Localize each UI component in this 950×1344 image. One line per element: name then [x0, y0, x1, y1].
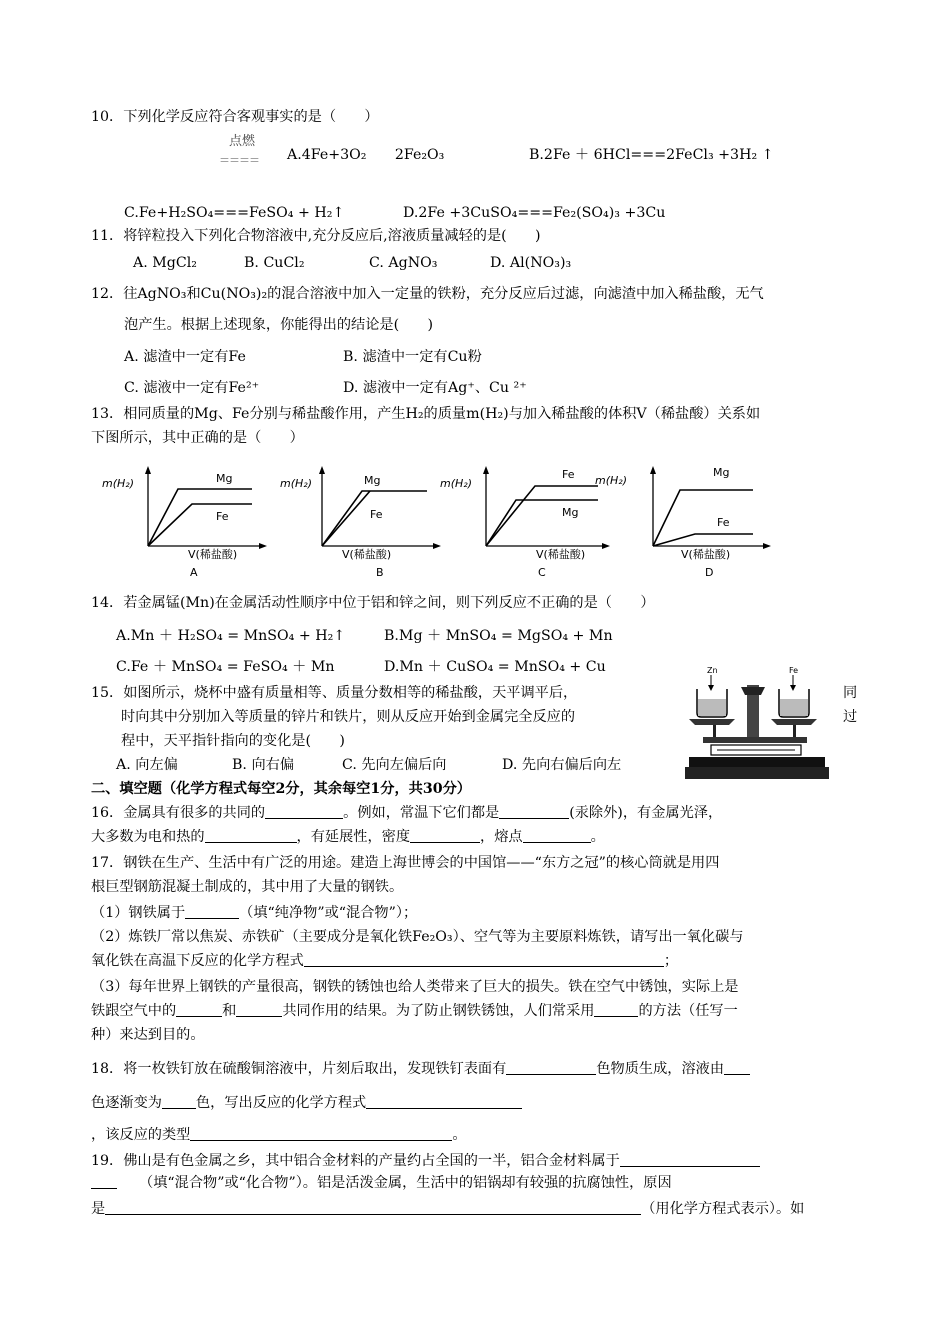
q16-text-2: 。例如，常温下它们都是 — [343, 805, 500, 821]
q15-stem-line3: 程中，天平指针指向的变化是( ) — [121, 733, 345, 749]
q16-blank-5[interactable] — [523, 828, 591, 843]
q15-option-d: D. 先向右偏后向左 — [502, 757, 622, 773]
q13-stem-line1: 13．相同质量的Mg、Fe分别与稀盐酸作用，产生H₂的质量m(H₂)与加入稀盐酸的体积V（稀盐酸）关系如 — [91, 406, 761, 422]
q16-text-6: ，熔点 — [480, 829, 523, 845]
q17-line2: 根巨型钢筋混凝土制成的，其中用了大量的钢铁。 — [91, 879, 404, 895]
q10-option-a: A.4Fe+3O₂ 2Fe₂O₃ — [287, 147, 445, 163]
q18-line3 — [91, 1125, 467, 1145]
q19-text-3: 是 — [91, 1201, 106, 1217]
q17-part1-hint: （填“纯净物”或“混合物”）； — [239, 905, 418, 921]
q18-text-3: 色逐渐变为 — [91, 1095, 162, 1111]
q12-stem-line1: 12．往AgNO₃和Cu(NO₃)₂的混合溶液中加入一定量的铁粉，充分反应后过滤，向滤渣中加入稀盐酸，无气 — [91, 286, 764, 302]
graph-a — [100, 462, 270, 582]
graph-d-y-label: m(H₂) — [595, 474, 627, 487]
q14-option-b: B.Mg ＋ MnSO₄ = MgSO₄ + Mn — [384, 628, 613, 644]
q17-part2: （2）炼铁厂常以焦炭、赤铁矿（主要成分是氧化铁Fe₂O₃）、空气等为主要原料炼铁，请写出一氧化碳与 — [91, 929, 744, 945]
q14-option-d: D.Mn ＋ CuSO₄ = MnSO₄ + Cu — [384, 659, 606, 675]
q16-text-5: ，有延展性，密度 — [296, 829, 411, 845]
section-2-heading: 二、填空题（化学方程式每空2分，其余每空1分，共30分） — [91, 781, 471, 797]
q16-text-3: (汞除外)，有金属光泽， — [569, 805, 723, 821]
graph-c-letter: C — [538, 566, 546, 579]
q13-stem-line2: 下图所示，其中正确的是（ ） — [91, 430, 304, 446]
q18-text-4: 色，写出反应的化学方程式 — [195, 1095, 367, 1111]
graph-c-top-label: Fe — [562, 468, 575, 481]
q15-option-b: B. 向右偏 — [232, 757, 295, 773]
q12-stem-line2: 泡产生。根据上述现象，你能得出的结论是( ) — [124, 317, 434, 333]
q17-blank-4[interactable] — [594, 1002, 638, 1017]
q15-stem-line2: 时向其中分别加入等质量的锌片和铁片，则从反应开始到金属完全反应的 — [121, 709, 576, 725]
q12-option-c: C. 滤液中一定有Fe²⁺ — [124, 380, 260, 396]
q19-line3 — [91, 1199, 804, 1219]
q15-option-c: C. 先向左偏后向 — [342, 757, 447, 773]
q17-blank-3[interactable] — [236, 1002, 282, 1017]
q15-stem-line1-end: 同 — [843, 685, 858, 701]
q19-blank-1[interactable] — [620, 1152, 760, 1167]
iron-label: Fe — [789, 666, 799, 675]
graph-c — [438, 462, 618, 582]
q17-part3-text3: 共同作用的结果。为了防止钢铁锈蚀，人们常采用 — [282, 1003, 595, 1019]
q12-option-a: A. 滤渣中一定有Fe — [124, 349, 246, 365]
q14-option-c: C.Fe ＋ MnSO₄ = FeSO₄ ＋ Mn — [116, 659, 335, 675]
q10-option-d: D.2Fe +3CuSO₄===Fe₂(SO₄)₃ +3Cu — [403, 205, 666, 221]
q10-equals-sign: ＝＝＝＝ — [219, 154, 259, 167]
q10-stem: 10．下列化学反应符合客观事实的是（ ） — [91, 109, 379, 125]
q15-stem-line1: 15．如图所示，烧杯中盛有质量相等、质量分数相等的稀盐酸，天平调平后， — [91, 685, 578, 701]
graph-b-x-label: V(稀盐酸) — [342, 548, 392, 561]
graph-b-top-label: Mg — [364, 474, 381, 487]
q17-blank-equation[interactable] — [304, 952, 664, 967]
q16-line1 — [91, 803, 722, 823]
q18-blank-3[interactable] — [162, 1094, 196, 1109]
q12-option-d: D. 滤液中一定有Ag⁺、Cu ²⁺ — [343, 380, 527, 396]
q11-option-c: C. AgNO₃ — [369, 255, 438, 271]
graph-b-bottom-label: Fe — [370, 508, 383, 521]
q19-line2 — [91, 1173, 672, 1193]
q17-part2-text: 氧化铁在高温下反应的化学方程式 — [91, 953, 304, 969]
q17-part1 — [91, 903, 417, 923]
q17-part3-text2: 和 — [222, 1003, 237, 1019]
graph-b — [280, 462, 450, 582]
q19-blank-1-cont[interactable] — [91, 1174, 117, 1189]
q16-line2 — [91, 827, 605, 847]
q10-reaction-condition: 点燃 — [229, 134, 256, 149]
graph-c-bottom-label: Mg — [562, 506, 579, 519]
q11-option-a: A. MgCl₂ — [133, 255, 197, 271]
q16-text-1: 16．金属具有很多的共同的 — [91, 805, 266, 821]
q17-part2-line2 — [91, 951, 678, 971]
balance-image — [683, 663, 833, 783]
graph-a-bottom-label: Fe — [216, 510, 229, 523]
q17-blank-2[interactable] — [176, 1002, 222, 1017]
q18-text-1: 18．将一枚铁钉放在硫酸铜溶液中，片刻后取出，发现铁钉表面有 — [91, 1061, 507, 1077]
q17-part3-line3: 种）来达到目的。 — [91, 1027, 205, 1043]
q19-text-4: （用化学方程式表示）。如 — [641, 1201, 805, 1217]
graph-b-y-label: m(H₂) — [280, 477, 312, 490]
q15-stem-line2-end: 过 — [843, 709, 858, 725]
q18-blank-equation[interactable] — [366, 1094, 522, 1109]
q17-part3-line2 — [91, 1001, 738, 1021]
q19-text-1: 19．佛山是有色金属之乡，其中铝合金材料的产量约占全国的一半，铝合金材料属于 — [91, 1153, 620, 1169]
q18-text-5: ，该反应的类型 — [91, 1127, 191, 1143]
graph-d-letter: D — [705, 566, 714, 579]
q14-stem: 14．若金属锰(Mn)在金属活动性顺序中位于铝和锌之间，则下列反应不正确的是（ ） — [91, 595, 655, 611]
q18-blank-type[interactable] — [190, 1126, 452, 1141]
q19-blank-equation[interactable] — [105, 1200, 641, 1215]
q10-option-b: B.2Fe ＋ 6HCl===2FeCl₃ +3H₂ ↑ — [529, 147, 774, 163]
q16-blank-2[interactable] — [499, 804, 569, 819]
q17-part3-text1: 铁跟空气中的 — [91, 1003, 177, 1019]
q16-blank-1[interactable] — [265, 804, 343, 819]
q18-blank-1[interactable] — [506, 1060, 596, 1075]
q18-line1 — [91, 1059, 750, 1079]
q10-option-c: C.Fe+H₂SO₄===FeSO₄ + H₂↑ — [124, 205, 345, 221]
graph-a-x-label: V(稀盐酸) — [188, 548, 238, 561]
q19-text-2: （填“混合物”或“化合物”）。铝是活泼金属，生活中的铝锅却有较强的抗腐蚀性，原因 — [139, 1175, 672, 1191]
q14-option-a: A.Mn ＋ H₂SO₄ = MnSO₄ + H₂↑ — [116, 628, 346, 644]
q16-text-7: 。 — [590, 829, 605, 845]
q17-part2-end: ； — [663, 953, 679, 969]
q11-option-b: B. CuCl₂ — [244, 255, 305, 271]
q16-text-4: 大多数为电和热的 — [91, 829, 205, 845]
q16-blank-3[interactable] — [205, 828, 297, 843]
graph-a-top-label: Mg — [216, 472, 233, 485]
q12-option-b: B. 滤渣中一定有Cu粉 — [343, 349, 482, 365]
graph-d — [595, 462, 775, 582]
q17-part3: （3）每年世界上钢铁的产量很高，钢铁的锈蚀也给人类带来了巨大的损失。铁在空气中锈蚀，实际上是 — [91, 979, 739, 995]
q18-line2 — [91, 1093, 522, 1113]
q17-part1-text: （1）钢铁属于 — [91, 905, 186, 921]
zinc-label: Zn — [707, 666, 718, 675]
graph-b-letter: B — [376, 566, 384, 579]
q16-blank-4[interactable] — [410, 828, 480, 843]
q18-text-2: 色物质生成，溶液由 — [596, 1061, 725, 1077]
q11-option-d: D. Al(NO₃)₃ — [490, 255, 572, 271]
q17-blank-1[interactable] — [185, 904, 239, 919]
q18-text-6: 。 — [452, 1127, 467, 1143]
graph-c-x-label: V(稀盐酸) — [536, 548, 586, 561]
q11-stem: 11．将锌粒投入下列化合物溶液中,充分反应后,溶液质量减轻的是( ) — [91, 228, 541, 244]
graph-d-bottom-label: Fe — [717, 516, 730, 529]
graph-d-x-label: V(稀盐酸) — [681, 548, 731, 561]
graph-d-top-label: Mg — [713, 466, 730, 479]
graph-a-letter: A — [190, 566, 198, 579]
graph-a-y-label: m(H₂) — [102, 477, 134, 490]
q18-blank-2[interactable] — [724, 1060, 750, 1075]
q15-option-a: A. 向左偏 — [116, 757, 178, 773]
q17-part3-text4: 的方法（任写一 — [638, 1003, 738, 1019]
q19-line1 — [91, 1151, 760, 1171]
q17-line1: 17．钢铁在生产、生活中有广泛的用途。建造上海世博会的中国馆——“东方之冠”的核心筒就是用四 — [91, 855, 720, 871]
graph-c-y-label: m(H₂) — [440, 477, 472, 490]
